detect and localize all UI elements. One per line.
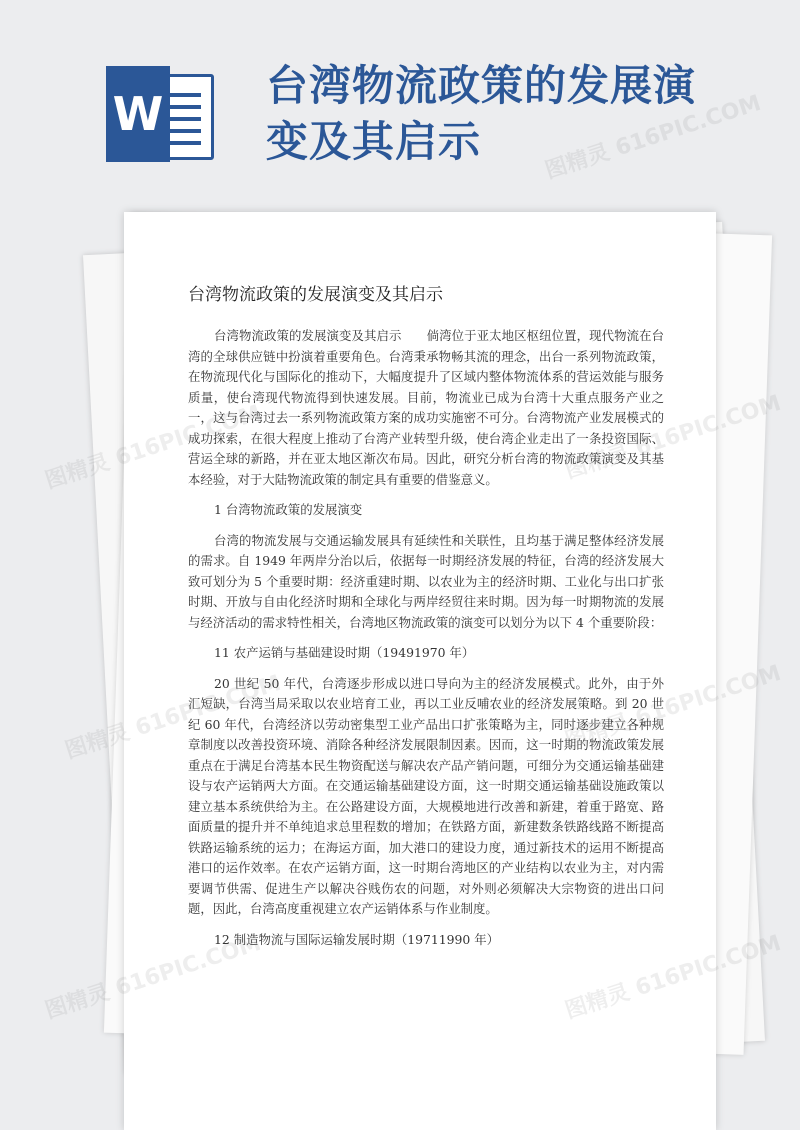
watermark: 图精灵	[42, 449, 113, 495]
document-page	[124, 212, 716, 1130]
document-body	[188, 326, 664, 960]
subsection-1-1-paragraph: 20 世纪 50 年代，台湾逐步形成以进口导向为主的经济发展模式。此外，由于外汇短缺，台湾当局采取以农业培育工业，再以工业反哺农业的经济发展策略。到 20 世纪 60 年代，台湾经济以劳动密集型工业产品出口扩张策略为主，同时逐步建立各种规章制度以改善投资环境、消除各种经济发展限制因素。因而，这一时期的物流政策发展重点在于满足台湾基本民生物资配送与解决农产品产销问题，可细分为交通运输基础建设与农产运销两大方面。在交通运输基础建设方面，这一时期交通运输基础设施政策以建立基本系统供给为主。在公路建设方面，大规模地进行改善和新建，着重于路宽、路面质量的提升并不单纯追求总里程数的增加；在铁路方面，新建数条铁路线路不断提高铁路运输系统的运力；在海运方面，加大港口的建设力度，通过新技术的运用不断提高港口的运作效率。在农产运销方面，这一时期台湾地区的产业结构以农业为主，对内需要调节供需、促进生产以解决谷贱伤农的问题，对外则必须解决大宗物资的进出口问题，因此，台湾高度重视建立农产运销体系与作业制度。	[188, 675, 664, 916]
subsection-heading-1-2: 12 制造物流与国际运输发展时期（19711990 年）	[214, 931, 499, 947]
watermark: 图精灵 616PIC.COM	[542, 90, 765, 185]
watermark: 图精灵	[62, 719, 133, 765]
word-icon-badge: W	[106, 66, 170, 162]
page-title: 台湾物流政策的发展演变及其启示	[188, 285, 443, 305]
section-heading-1: 1 台湾物流政策的发展演变	[214, 502, 363, 517]
section-1-paragraph: 台湾的物流发展与交通运输发展具有延续性和关联性，且均基于满足整体经济发展的需求。自 1949 年两岸分治以后，依据每一时期经济发展的特征，台湾的经济发展大致可划分为 5 个重要时期：经济重建时期、以农业为主的经济时期、工业化与出口扩张时期、开放与自由化经济时期和全球化与两岸经贸往来时期。因为每一时期物流的发展与经济活动的需求特性相关，台湾地区物流政策的演变可以划分为以下 4 个重要阶段：	[188, 532, 664, 630]
intro-paragraph: 台湾物流政策的发展演变及其启示 倘湾位于亚太地区枢纽位置，现代物流在台湾的全球供应链中扮演着重要角色。台湾秉承物畅其流的理念，出台一系列物流政策，在物流现代化与国际化的推动下，大幅度提升了区域内整体物流体系的营运效能与服务质量，使台湾现代物流得到快速发展。目前，物流业已成为台湾十大重点服务产业之一，这与台湾过去一系列物流政策方案的成功实施密不可分。台湾物流产业发展模式的成功探索，在很大程度上推动了台湾产业转型升级，使台湾企业走出了一条投资国际、营运全球的新路，并在亚太地区渐次布局。因此，研究分析台湾的物流政策演变及其基本经验，对于大陆物流政策的制定具有重要的借鉴意义。	[188, 328, 664, 487]
word-document-icon	[106, 66, 218, 162]
subsection-heading-1-1: 11 农产运销与基础建设时期（19491970 年）	[214, 645, 475, 660]
watermark: 图精灵	[42, 979, 113, 1025]
header	[0, 0, 800, 200]
document-banner-title: 台湾物流政策的发展演变及其启示	[266, 61, 697, 166]
